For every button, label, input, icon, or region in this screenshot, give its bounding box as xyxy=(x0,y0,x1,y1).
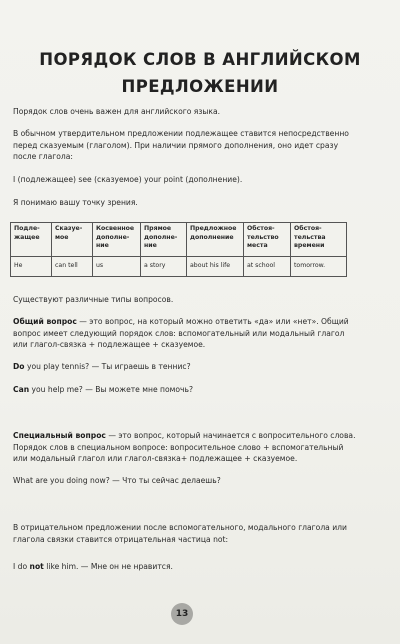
special-question-term: Специальный вопрос xyxy=(13,431,106,440)
title-line-1: ПОРЯДОК СЛОВ В АНГЛИЙСКОМ xyxy=(39,50,361,69)
intro-paragraph: Порядок слов очень важен для английского языка. xyxy=(13,107,221,116)
table-header-cell: Подле-жащее xyxy=(11,223,52,257)
table-header-cell: Сказуе-мое xyxy=(52,223,93,257)
example-can xyxy=(13,384,360,396)
formula-translation: Я понимаю вашу точку зрения. xyxy=(13,198,138,207)
table-header-cell: Обстоя-тельство места xyxy=(244,223,291,257)
title-line-2: ПРЕДЛОЖЕНИИ xyxy=(121,77,279,96)
example-not xyxy=(13,561,360,573)
word-order-table xyxy=(10,222,347,277)
general-question-paragraph xyxy=(13,316,360,351)
page-number-badge: 13 xyxy=(171,603,193,625)
special-question-paragraph xyxy=(13,430,360,465)
question-types-intro: Существуют различные типы вопросов. xyxy=(13,295,174,304)
table-cell: about his life xyxy=(187,257,244,277)
negative-paragraph: В отрицательном предложении после вспомогательного, модального глагола или глагола связки ставится отрицательная частица not: xyxy=(13,523,347,544)
table-header-cell: Предложное дополнение xyxy=(187,223,244,257)
example-not-before: I do xyxy=(13,562,30,571)
table-cell: at school xyxy=(244,257,291,277)
table-cell: can tell xyxy=(52,257,93,277)
table-header-cell: Прямое дополне-ние xyxy=(141,223,187,257)
page-title xyxy=(0,46,400,100)
example-do xyxy=(13,361,360,373)
special-question-text: — это вопрос, который начинается с вопросительного слова. Порядок слов в специальном вопросе: вопросительное слово + вспомогательный или модальный глагол или глагол-связка+ подлежащее + сказуемое. xyxy=(13,431,356,464)
table-cell: us xyxy=(93,257,141,277)
affirmative-paragraph: В обычном утвердительном предложении подлежащее ставится непосредственно перед сказуемым (глаголом). При наличии прямого дополнения, оно идет сразу после глагола: xyxy=(13,129,349,162)
table-header-row xyxy=(11,223,347,257)
example-what: What are you doing now? — Что ты сейчас делаешь? xyxy=(13,476,221,485)
table-cell: He xyxy=(11,257,52,277)
table-cell: a story xyxy=(141,257,187,277)
general-question-term: Общий вопрос xyxy=(13,317,77,326)
table-header-cell: Обстоя-тельства времени xyxy=(291,223,347,257)
example-can-bold: Can xyxy=(13,385,30,394)
table-header-cell: Косвенное дополне-ние xyxy=(93,223,141,257)
formula-sentence: I (подлежащее) see (сказуемое) your point (дополнение). xyxy=(13,175,243,184)
example-do-bold: Do xyxy=(13,362,25,371)
example-can-text: you help me? — Вы можете мне помочь? xyxy=(29,385,194,394)
example-do-text: you play tennis? — Ты играешь в теннис? xyxy=(24,362,191,371)
table-cell: tomorrow. xyxy=(291,257,347,277)
table-row xyxy=(11,257,347,277)
general-question-text: — это вопрос, на который можно ответить «да» или «нет». Общий вопрос имеет следующий порядок слов: вспомогательный или модальный глагол или глагол-связка + подлежащее + сказуемое. xyxy=(13,317,349,350)
example-not-after: like him. — Мне он не нравится. xyxy=(43,562,173,571)
example-not-bold: not xyxy=(29,562,44,571)
